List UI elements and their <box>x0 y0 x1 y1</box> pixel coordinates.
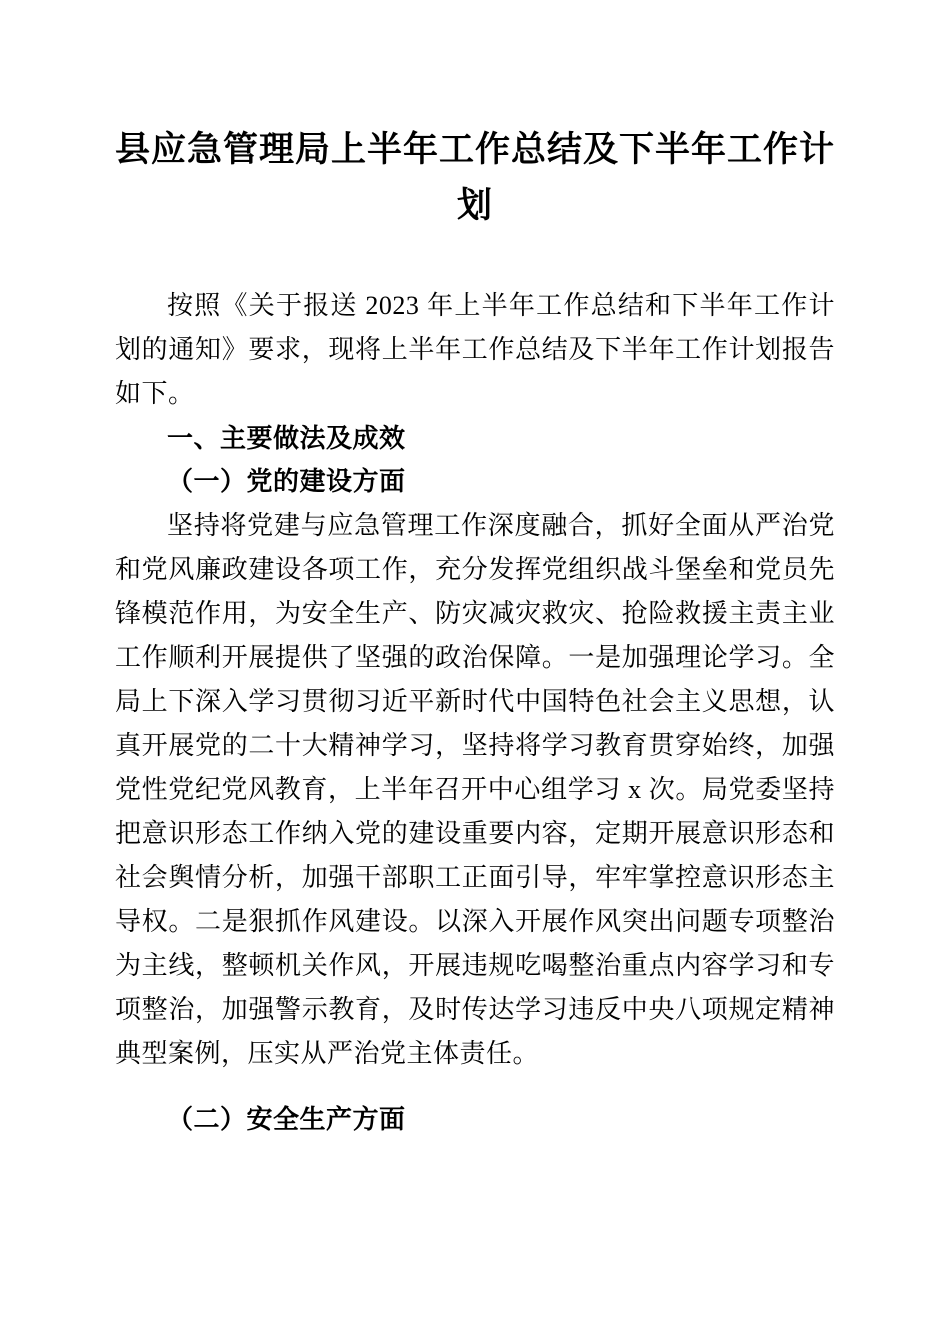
intro-paragraph: 按照《关于报送 2023 年上半年工作总结和下半年工作计划的通知》要求，现将上半年工作总结及下半年工作计划报告如下。 <box>115 291 835 408</box>
document-title: 县应急管理局上半年工作总结及下半年工作计划 <box>115 130 836 225</box>
subsection-heading-work-safety: （二）安全生产方面 <box>167 1105 406 1134</box>
body-paragraph-party-building: 坚持将党建与应急管理工作深度融合，抓好全面从严治党和党风廉政建设各项工作，充分发挥党组织战斗堡垒和党员先锋模范作用，为安全生产、防灾减灾救灾、抢险救援主责主业工作顺利开展提供了坚强的政治保障。一是加强理论学习。全局上下深入学习贯彻习近平新时代中国特色社会主义思想，认真开展党的二十大精神学习，坚持将学习教育贯穿始终，加强党性党纪党风教育，上半年召开中心组学习 x 次。局党委坚持把意识形态工作纳入党的建设重要内容，定期开展意识形态和社会舆情分析，加强干部职工正面引导，牢牢掌控意识形态主导权。二是狠抓作风建设。以深入开展作风突出问题专项整治为主线，整顿机关作风，开展违规吃喝整治重点内容学习和专项整治，加强警示教育，及时传达学习违反中央八项规定精神典型案例，压实从严治党主体责任。 <box>115 511 835 1068</box>
section-heading-main-practices: 一、主要做法及成效 <box>167 423 406 453</box>
subsection-heading-party-building: （一）党的建设方面 <box>167 467 406 496</box>
